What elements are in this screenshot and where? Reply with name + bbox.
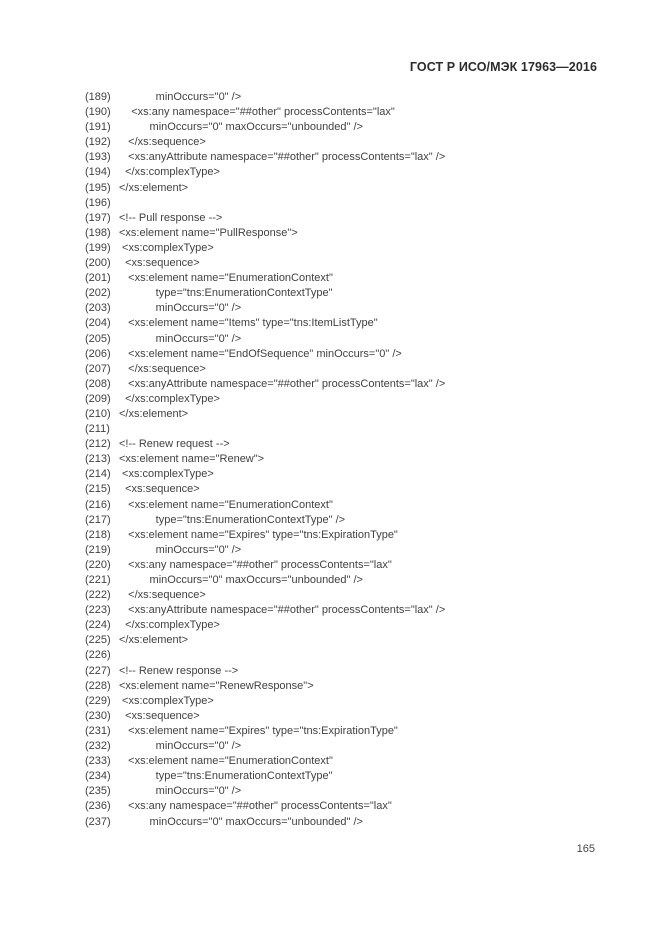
code-line (85, 799, 445, 814)
code-line-text: </xs:element> (119, 181, 189, 194)
code-line-text: </xs:element> (119, 634, 189, 647)
code-line (85, 90, 445, 105)
code-line (85, 709, 445, 724)
code-line-number: (203) (85, 302, 111, 315)
code-line (85, 588, 445, 603)
code-line-text: <xs:element name="Renew"> (119, 453, 265, 466)
document-header-title: ГОСТ Р ИСО/МЭК 17963—2016 (409, 60, 597, 74)
code-line-number: (237) (85, 815, 111, 828)
code-line-text: </xs:element> (119, 407, 189, 420)
code-line (85, 543, 445, 558)
code-line-number: (207) (85, 362, 111, 375)
code-line (85, 498, 445, 513)
code-line-number: (209) (85, 392, 111, 405)
code-line-text: </xs:complexType> (119, 619, 220, 632)
code-line-text: minOccurs="0" /> (119, 332, 242, 345)
code-line (85, 648, 445, 663)
code-line-number: (208) (85, 377, 111, 390)
code-line-number: (201) (85, 272, 111, 285)
code-line (85, 347, 445, 362)
code-line (85, 467, 445, 482)
code-line-text: <xs:element name="PullResponse"> (119, 226, 298, 239)
code-line-number: (202) (85, 287, 111, 300)
code-line-number: (231) (85, 724, 111, 737)
code-line (85, 558, 445, 573)
code-line (85, 165, 445, 180)
code-line (85, 754, 445, 769)
code-line-number: (199) (85, 241, 111, 254)
code-line-number: (218) (85, 528, 111, 541)
code-line-number: (192) (85, 136, 111, 149)
code-line (85, 694, 445, 709)
code-line (85, 452, 445, 467)
code-line-number: (222) (85, 589, 111, 602)
code-line-text: minOccurs="0" /> (119, 543, 242, 556)
code-line-text: type="tns:EnumerationContextType" (119, 770, 333, 783)
code-line (85, 301, 445, 316)
code-line (85, 618, 445, 633)
code-line (85, 286, 445, 301)
code-line (85, 422, 445, 437)
code-line (85, 664, 445, 679)
code-line-number: (189) (85, 91, 111, 103)
xml-schema-code-listing (85, 90, 445, 830)
code-line-number: (198) (85, 226, 111, 239)
code-line-number: (226) (85, 649, 111, 662)
code-line (85, 482, 445, 497)
code-line (85, 815, 445, 830)
code-line-text: type="tns:EnumerationContextType" /> (119, 513, 346, 526)
code-line-text: <xs:anyAttribute namespace="##other" processContents="lax" /> (119, 604, 446, 617)
code-line-number: (220) (85, 558, 111, 571)
code-line-text: <xs:element name="Items" type="tns:ItemListType" (119, 317, 378, 330)
code-line-text: <xs:element name="Expires" type="tns:ExpirationType" (119, 528, 398, 541)
code-line-number: (221) (85, 574, 111, 586)
code-line-text: <!-- Renew response --> (119, 664, 239, 677)
code-line-number: (229) (85, 694, 111, 707)
code-line (85, 784, 445, 799)
code-line-text: <xs:any namespace="##other" processContents="lax" (119, 106, 395, 119)
code-line-text: minOccurs="0" maxOccurs="unbounded" /> (119, 815, 363, 828)
code-line (85, 739, 445, 754)
code-line-text: <xs:element name="RenewResponse"> (119, 679, 314, 692)
code-line (85, 196, 445, 211)
code-line-text: minOccurs="0" maxOccurs="unbounded" /> (119, 121, 363, 134)
code-line-text: </xs:complexType> (119, 166, 220, 179)
code-line-number: (228) (85, 679, 111, 692)
code-line-number: (236) (85, 800, 111, 813)
code-line-number: (190) (85, 106, 111, 119)
code-line-text: <xs:sequence> (119, 483, 200, 496)
code-line-text: <xs:element name="EnumerationContext" (119, 498, 333, 511)
code-line (85, 679, 445, 694)
code-line-number: (216) (85, 498, 111, 511)
code-line (85, 573, 445, 588)
code-line-number: (206) (85, 347, 111, 360)
code-line-number: (195) (85, 181, 111, 194)
code-line-number: (215) (85, 483, 111, 496)
code-line-text: minOccurs="0" /> (119, 740, 242, 753)
code-line-text: minOccurs="0" /> (119, 91, 242, 103)
code-line-text: minOccurs="0" /> (119, 785, 242, 798)
code-line-number: (214) (85, 468, 111, 481)
code-line (85, 332, 445, 347)
code-line-text: </xs:sequence> (119, 589, 206, 602)
code-line-number: (234) (85, 770, 111, 783)
code-line-number: (217) (85, 513, 111, 526)
code-line (85, 241, 445, 256)
code-line (85, 362, 445, 377)
code-line-number: (227) (85, 664, 111, 677)
code-line-number: (233) (85, 755, 111, 768)
code-line-number: (210) (85, 407, 111, 420)
code-line-text: <xs:sequence> (119, 709, 200, 722)
code-line (85, 437, 445, 452)
code-line-text: <xs:element name="EnumerationContext" (119, 755, 333, 768)
code-line-text: <xs:element name="Expires" type="tns:ExpirationType" (119, 724, 398, 737)
code-line (85, 271, 445, 286)
code-line-number: (223) (85, 604, 111, 617)
code-line (85, 150, 445, 165)
code-line (85, 105, 445, 120)
code-line-number: (235) (85, 785, 111, 798)
code-line-text: <xs:complexType> (119, 694, 214, 707)
code-line-number: (211) (85, 423, 110, 436)
code-line-text: <xs:anyAttribute namespace="##other" processContents="lax" /> (119, 377, 446, 390)
code-line (85, 407, 445, 422)
code-line (85, 211, 445, 226)
code-line-number: (191) (85, 121, 111, 134)
code-line-text: <xs:any namespace="##other" processContents="lax" (119, 800, 392, 813)
code-line (85, 724, 445, 739)
code-line (85, 513, 445, 528)
code-line-text: minOccurs="0" /> (119, 302, 242, 315)
code-line-text: <xs:element name="EnumerationContext" (119, 272, 333, 285)
code-line-number: (212) (85, 438, 111, 451)
code-line (85, 135, 445, 150)
code-line-number: (225) (85, 634, 111, 647)
code-line-text: <xs:any namespace="##other" processContents="lax" (119, 558, 392, 571)
code-line-text: </xs:complexType> (119, 392, 220, 405)
code-line (85, 226, 445, 241)
code-line (85, 256, 445, 271)
code-line-number: (193) (85, 151, 111, 164)
code-line (85, 316, 445, 331)
code-line-number: (204) (85, 317, 111, 330)
code-line (85, 603, 445, 618)
code-line-text: <xs:complexType> (119, 468, 214, 481)
code-line (85, 120, 445, 135)
code-line-number: (213) (85, 453, 111, 466)
code-line-text: <!-- Pull response --> (119, 211, 223, 224)
code-line (85, 392, 445, 407)
code-line-text: type="tns:EnumerationContextType" (119, 287, 333, 300)
code-line-number: (200) (85, 257, 111, 270)
code-line-text: <!-- Renew request --> (119, 438, 230, 451)
code-line-text: </xs:sequence> (119, 136, 206, 149)
code-line-number: (230) (85, 709, 111, 722)
code-line-number: (224) (85, 619, 111, 632)
code-line-number: (219) (85, 543, 111, 556)
code-line (85, 528, 445, 543)
code-line-text: <xs:sequence> (119, 257, 200, 270)
code-line (85, 633, 445, 648)
code-line-number: (196) (85, 196, 111, 209)
code-line-text: <xs:complexType> (119, 241, 214, 254)
code-line (85, 377, 445, 392)
page-number: 165 (576, 843, 595, 855)
code-line-text: </xs:sequence> (119, 362, 206, 375)
code-line-text: <xs:anyAttribute namespace="##other" processContents="lax" /> (119, 151, 446, 164)
code-line-number: (205) (85, 332, 111, 345)
code-line-number: (197) (85, 211, 111, 224)
code-line-number: (194) (85, 166, 111, 179)
code-line-text: minOccurs="0" maxOccurs="unbounded" /> (119, 574, 363, 586)
code-line (85, 181, 445, 196)
code-line-text: <xs:element name="EndOfSequence" minOccurs="0" /> (119, 347, 402, 360)
code-line-number: (232) (85, 740, 111, 753)
code-line (85, 769, 445, 784)
